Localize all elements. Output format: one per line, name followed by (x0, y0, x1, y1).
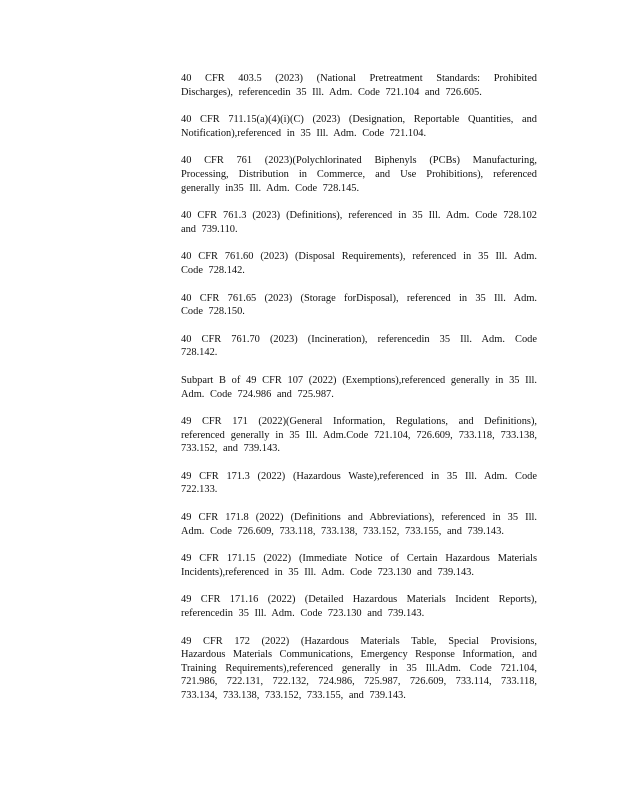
reference-entry: 40 CFR 711.15(a)(4)(i)(C) (2023) (Designation, Reportable Quantities, and Notification),referenced in 35 Ill. Adm. Code 721.104. (181, 114, 537, 139)
reference-entry: 49 CFR 172 (2022) (Hazardous Materials Table, Special Provisions, Hazardous Materials Communications, Emergency Response Information, and Training Requirements),referenced generally in 35 Ill.Adm. Code 721.104, 721.986, 722.131, 722.132, 724.986, 725.987, 726.609, 733.114, 733.118, 733.134, 733.138, 733.152, 733.155, and 739.143. (181, 635, 537, 701)
reference-entry: 40 CFR 761.3 (2023) (Definitions), referenced in 35 Ill. Adm. Code 728.102 and 739.110. (181, 210, 537, 235)
reference-entry: 40 CFR 403.5 (2023) (National Pretreatment Standards: Prohibited Discharges), referencedin 35 Ill. Adm. Code 721.104 and 726.605. (181, 73, 537, 98)
reference-entry: Subpart B of 49 CFR 107 (2022) (Exemptions),referenced generally in 35 Ill. Adm. Code 724.986 and 725.987. (181, 374, 537, 400)
reference-entry: 40 CFR 761.60 (2023) (Disposal Requirements), referenced in 35 Ill. Adm. Code 728.142. (181, 251, 537, 276)
reference-entry: 49 CFR 171.16 (2022) (Detailed Hazardous Materials Incident Reports), referencedin 35 Ill. Adm. Code 723.130 and 739.143. (181, 594, 537, 620)
reference-entry: 49 CFR 171.3 (2022) (Hazardous Waste),referenced in 35 Ill. Adm. Code 722.133. (181, 470, 537, 496)
document-page (181, 72, 537, 717)
reference-entry: 40 CFR 761 (2023)(Polychlorinated Biphenyls (PCBs) Manufacturing, Processing, Distribution in Commerce, and Use Prohibitions), referenced generally in35 Ill. Adm. Code 728.145. (181, 155, 537, 194)
reference-entry: 49 CFR 171 (2022)(General Information, Regulations, and Definitions), referenced generally in 35 Ill. Adm.Code 721.104, 726.609, 733.118, 733.138, 733.152, and 739.143. (181, 416, 537, 455)
reference-entry: 49 CFR 171.15 (2022) (Immediate Notice of Certain Hazardous Materials Incidents),referenced in 35 Ill. Adm. Code 723.130 and 739.143. (181, 553, 537, 578)
reference-entry: 40 CFR 761.70 (2023) (Incineration), referencedin 35 Ill. Adm. Code 728.142. (181, 333, 537, 359)
reference-entry: 40 CFR 761.65 (2023) (Storage forDisposal), referenced in 35 Ill. Adm. Code 728.150. (181, 292, 537, 318)
reference-entry: 49 CFR 171.8 (2022) (Definitions and Abbreviations), referenced in 35 Ill. Adm. Code 726.609, 733.118, 733.138, 733.152, 733.155, and 739.143. (181, 512, 537, 537)
